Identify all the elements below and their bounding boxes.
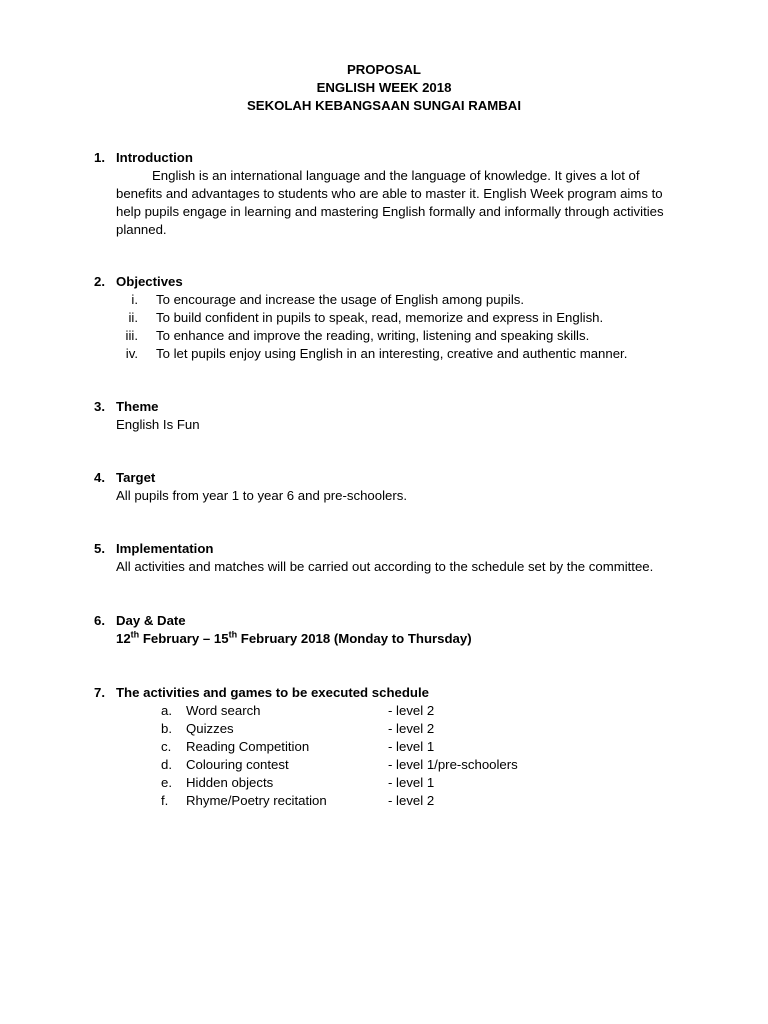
- theme-text: English Is Fun: [116, 417, 200, 432]
- objectives-list: [94, 291, 684, 363]
- activities-list: [116, 702, 684, 810]
- activity-level: - level 2: [388, 793, 435, 808]
- activity-name: Rhyme/Poetry recitation: [186, 793, 327, 808]
- activity-level: - level 2: [388, 721, 435, 736]
- date-middle: February – 15: [139, 631, 229, 646]
- activity-name: Colouring contest: [186, 757, 289, 772]
- activity-name: Hidden objects: [186, 775, 274, 790]
- objective-numeral: iii.: [125, 328, 138, 343]
- section-number: 6.: [94, 613, 105, 628]
- activity-letter: b.: [161, 721, 172, 736]
- objective-text: To encourage and increase the usage of English among pupils.: [156, 292, 525, 307]
- activity-level: - level 2: [388, 703, 435, 718]
- section-heading: Objectives: [116, 274, 183, 289]
- objective-item: [94, 345, 684, 363]
- date-end: February 2018 (Monday to Thursday): [237, 631, 472, 646]
- activity-level: - level 1/pre-schoolers: [388, 757, 518, 772]
- activity-row: [116, 720, 684, 738]
- activity-row: [116, 774, 684, 792]
- title-line-2: ENGLISH WEEK 2018: [316, 80, 452, 95]
- document-title: [0, 61, 768, 115]
- section-number: 5.: [94, 541, 105, 556]
- activity-letter: a.: [161, 703, 172, 718]
- activity-row: [116, 702, 684, 720]
- objective-item: [94, 309, 684, 327]
- date-text: [116, 630, 684, 648]
- section-heading: The activities and games to be executed schedule: [116, 685, 429, 700]
- activity-letter: e.: [161, 775, 172, 790]
- activity-name: Reading Competition: [186, 739, 310, 754]
- objective-text: To enhance and improve the reading, writing, listening and speaking skills.: [156, 328, 590, 343]
- end-day-suffix: th: [228, 629, 238, 640]
- activity-letter: c.: [161, 739, 172, 754]
- objective-numeral: i.: [131, 292, 138, 307]
- section-number: 7.: [94, 685, 105, 700]
- objective-text: To let pupils enjoy using English in an interesting, creative and authentic manner.: [156, 346, 628, 361]
- section-heading: Introduction: [116, 150, 193, 165]
- activity-level: - level 1: [388, 775, 435, 790]
- objective-item: [94, 327, 684, 345]
- activity-row: [116, 738, 684, 756]
- objective-text: To build confident in pupils to speak, read, memorize and express in English.: [156, 310, 604, 325]
- section-heading: Theme: [116, 399, 159, 414]
- section-heading: Target: [116, 470, 156, 485]
- section-number: 4.: [94, 470, 105, 485]
- section-number: 3.: [94, 399, 105, 414]
- start-day-suffix: th: [130, 629, 140, 640]
- introduction-text: English is an international language and the language of knowledge. It gives a lot of benefits and advantages to students who are able to master it. English Week program aims to help pupils engage in learning and mastering English formally and informally through activities planned.: [116, 168, 664, 237]
- activity-letter: d.: [161, 757, 172, 772]
- activity-name: Quizzes: [186, 721, 234, 736]
- objective-item: [94, 291, 684, 309]
- implementation-text: All activities and matches will be carried out according to the schedule set by the committee.: [116, 559, 654, 574]
- objective-numeral: iv.: [125, 346, 138, 361]
- activity-row: [116, 756, 684, 774]
- section-number: 1.: [94, 150, 105, 165]
- activity-level: - level 1: [388, 739, 435, 754]
- title-line-3: SEKOLAH KEBANGSAAN SUNGAI RAMBAI: [246, 98, 521, 113]
- section-number: 2.: [94, 274, 105, 289]
- activity-row: [116, 792, 684, 810]
- section-heading: Implementation: [116, 541, 214, 556]
- title-line-1: PROPOSAL: [346, 62, 421, 77]
- activity-letter: f.: [161, 793, 169, 808]
- start-day: 12: [116, 631, 131, 646]
- target-text: All pupils from year 1 to year 6 and pre-schoolers.: [116, 488, 407, 503]
- objective-numeral: ii.: [128, 310, 138, 325]
- section-heading: Day & Date: [116, 613, 186, 628]
- activity-name: Word search: [186, 703, 261, 718]
